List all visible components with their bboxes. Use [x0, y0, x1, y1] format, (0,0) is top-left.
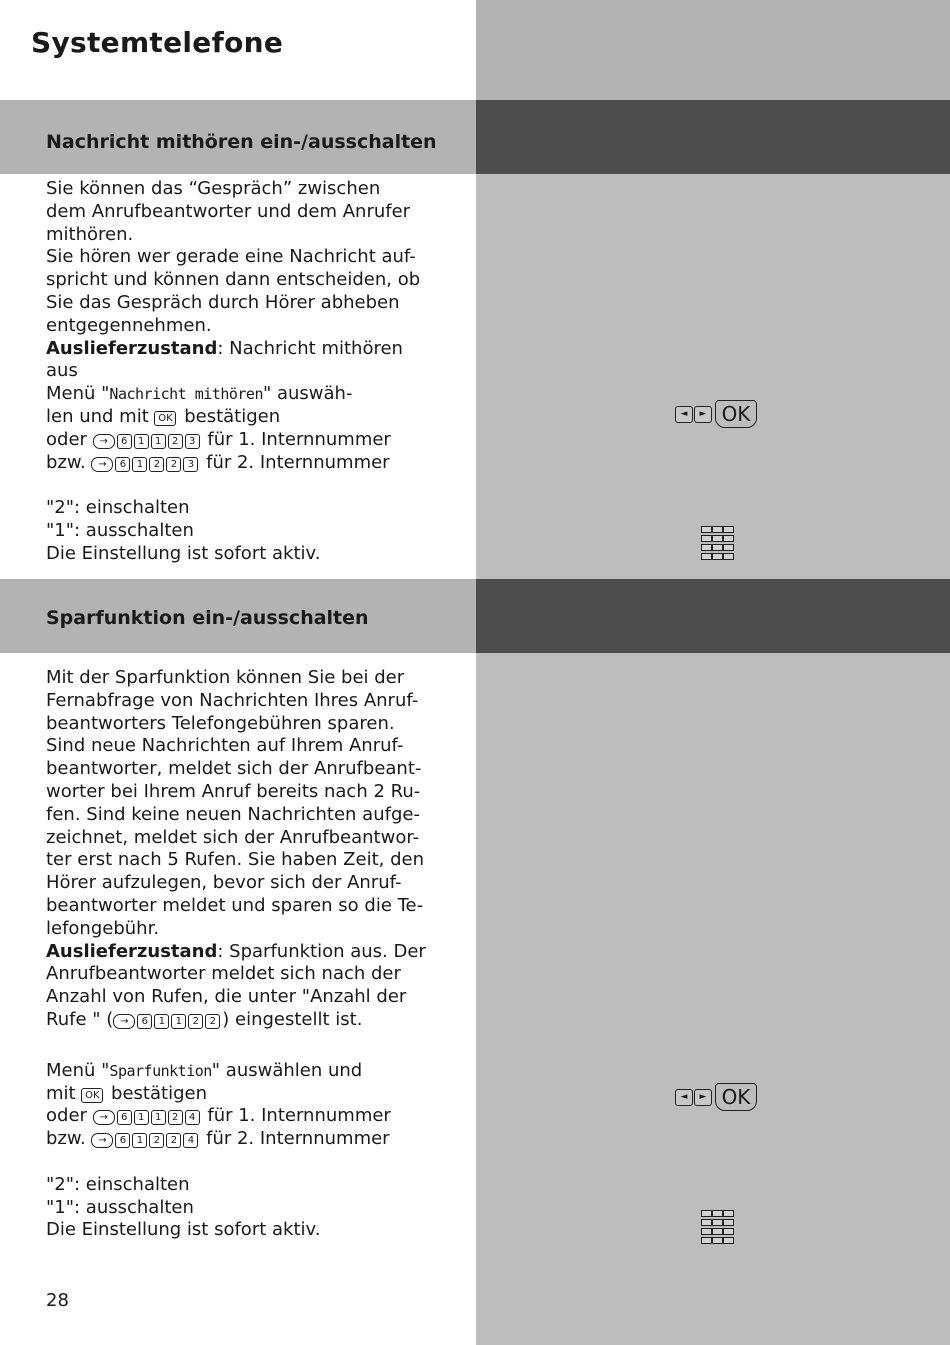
digit-key-icon: 1	[132, 457, 147, 472]
default-state-cont: aus	[46, 360, 78, 382]
section1-header-band-dark	[476, 100, 950, 174]
digit-key-icon: 6	[117, 1110, 132, 1125]
arrow-key-icon: →	[91, 457, 113, 472]
intro-line: zeichnet, meldet sich der Anrufbeantwor-	[46, 826, 420, 848]
intro-line: Hörer aufzulegen, bevor sich der Anruf-	[46, 872, 402, 894]
digit-key-icon: 1	[171, 1014, 186, 1029]
digit-key-icon: 3	[185, 434, 200, 449]
section2-header-band-dark	[476, 579, 950, 653]
intro-line: dem Anrufbeantworter und dem Anrufer	[46, 200, 411, 222]
code-line-1: oder → 6 1 1 2 3 für 1. Internnummer	[46, 428, 391, 450]
arrow-key-icon: →	[91, 1133, 113, 1148]
nav-right-icon: ►	[694, 1089, 712, 1106]
ok-button-icon: OK	[715, 400, 757, 428]
intro-line: Sind neue Nachrichten auf Ihrem Anruf-	[46, 735, 404, 757]
digit-key-icon: 4	[183, 1133, 198, 1148]
ok-key-icon: OK	[81, 1088, 103, 1103]
default-state-line: Auslieferzustand: Sparfunktion aus. Der	[46, 940, 426, 962]
default-state-label: Auslieferzustand	[46, 940, 218, 962]
menu-line: Menü "Sparfunktion" auswählen und	[46, 1059, 363, 1081]
intro-line: Sie das Gespräch durch Hörer abheben	[46, 291, 400, 313]
digit-key-icon: 2	[166, 1133, 181, 1148]
ok-key-icon: OK	[154, 411, 176, 426]
right-margin-top	[476, 0, 950, 100]
ok-button-icon: OK	[715, 1083, 757, 1111]
digit-key-icon: 3	[183, 457, 198, 472]
intro-line: entgegennehmen.	[46, 314, 212, 336]
rings-code-line: Rufe " ( → 6 1 1 2 2 ) eingestellt ist.	[46, 1008, 363, 1030]
intro-line: fen. Sind keine neuen Nachrichten aufge-	[46, 803, 420, 825]
digit-key-icon: 1	[154, 1014, 169, 1029]
intro-line: spricht und können dann entscheiden, ob	[46, 269, 421, 291]
nav-ok-keys-icon	[675, 400, 757, 428]
digit-key-icon: 2	[188, 1014, 203, 1029]
arrow-key-icon: →	[93, 434, 115, 449]
digit-key-icon: 2	[168, 434, 183, 449]
menu-line: Menü "Nachricht mithören" auswäh-	[46, 383, 353, 405]
digit-key-icon: 2	[166, 457, 181, 472]
digit-key-icon: 2	[149, 1133, 164, 1148]
code-line-1: oder → 6 1 1 2 4 für 1. Internnummer	[46, 1105, 391, 1127]
digit-key-icon: 1	[151, 1110, 166, 1125]
option-off: "1": ausschalten	[46, 519, 194, 541]
digit-key-icon: 1	[134, 1110, 149, 1125]
keypad-icon	[701, 526, 732, 560]
default-state-cont: Anrufbeantworter meldet sich nach der	[46, 963, 401, 985]
nav-right-icon: ►	[694, 406, 712, 423]
active-note: Die Einstellung ist sofort aktiv.	[46, 542, 321, 564]
menu-item-name: Nachricht mithören	[109, 385, 263, 404]
digit-key-icon: 6	[137, 1014, 152, 1029]
page-number: 28	[46, 1290, 69, 1311]
code-line-2: bzw. → 6 1 2 2 4 für 2. Internnummer	[46, 1128, 390, 1150]
digit-key-icon: 1	[132, 1133, 147, 1148]
default-state-label: Auslieferzustand	[46, 337, 218, 359]
page-title: Systemtelefone	[31, 26, 284, 59]
section2-body	[46, 667, 426, 1242]
arrow-key-icon: →	[93, 1110, 115, 1125]
right-margin-column	[476, 0, 950, 1345]
digit-key-icon: 2	[149, 457, 164, 472]
digit-key-icon: 6	[115, 457, 130, 472]
intro-line: Sie hören wer gerade eine Nachricht auf-	[46, 246, 416, 268]
intro-line: lefongebühr.	[46, 917, 160, 939]
confirm-line: len und mit OK bestätigen	[46, 405, 281, 427]
menu-item-name: Sparfunktion	[109, 1061, 212, 1080]
intro-line: Sie können das “Gespräch” zwischen	[46, 178, 381, 199]
nav-left-icon: ◄	[675, 1089, 693, 1106]
intro-line: beantworter meldet und sparen so die Te-	[46, 894, 424, 916]
option-off: "1": ausschalten	[46, 1196, 194, 1218]
digit-key-icon: 2	[205, 1014, 220, 1029]
digit-key-icon: 6	[117, 434, 132, 449]
intro-line: Fernabfrage von Nachrichten Ihres Anruf-	[46, 689, 419, 711]
section2-heading: Sparfunktion ein-/ausschalten	[46, 607, 369, 629]
active-note: Die Einstellung ist sofort aktiv.	[46, 1219, 321, 1241]
digit-key-icon: 1	[151, 434, 166, 449]
code-line-2: bzw. → 6 1 2 2 3 für 2. Internnummer	[46, 451, 390, 473]
intro-line: Mit der Sparfunktion können Sie bei der	[46, 667, 405, 688]
intro-line: ter erst nach 5 Rufen. Sie haben Zeit, den	[46, 849, 424, 871]
intro-line: beantworter, meldet sich der Anrufbeant-	[46, 758, 422, 780]
option-on: "2": einschalten	[46, 1173, 190, 1195]
digit-key-icon: 1	[134, 434, 149, 449]
option-on: "2": einschalten	[46, 497, 190, 519]
intro-line: worter bei Ihrem Anruf bereits nach 2 Ru-	[46, 780, 421, 802]
arrow-key-icon: →	[113, 1014, 135, 1029]
intro-line: mithören.	[46, 223, 134, 245]
intro-line: beantworters Telefongebühren sparen.	[46, 712, 395, 734]
default-state-cont: Anzahl von Rufen, die unter "Anzahl der	[46, 986, 407, 1008]
default-state-line: Auslieferzustand: Nachricht mithören	[46, 337, 403, 359]
nav-ok-keys-icon	[675, 1083, 757, 1111]
section1-heading: Nachricht mithören ein-/ausschalten	[46, 131, 437, 153]
confirm-line: mit OK bestätigen	[46, 1082, 207, 1104]
keypad-icon	[701, 1210, 732, 1244]
section1-body	[46, 178, 420, 566]
digit-key-icon: 6	[115, 1133, 130, 1148]
nav-left-icon: ◄	[675, 406, 693, 423]
digit-key-icon: 2	[168, 1110, 183, 1125]
digit-key-icon: 4	[185, 1110, 200, 1125]
